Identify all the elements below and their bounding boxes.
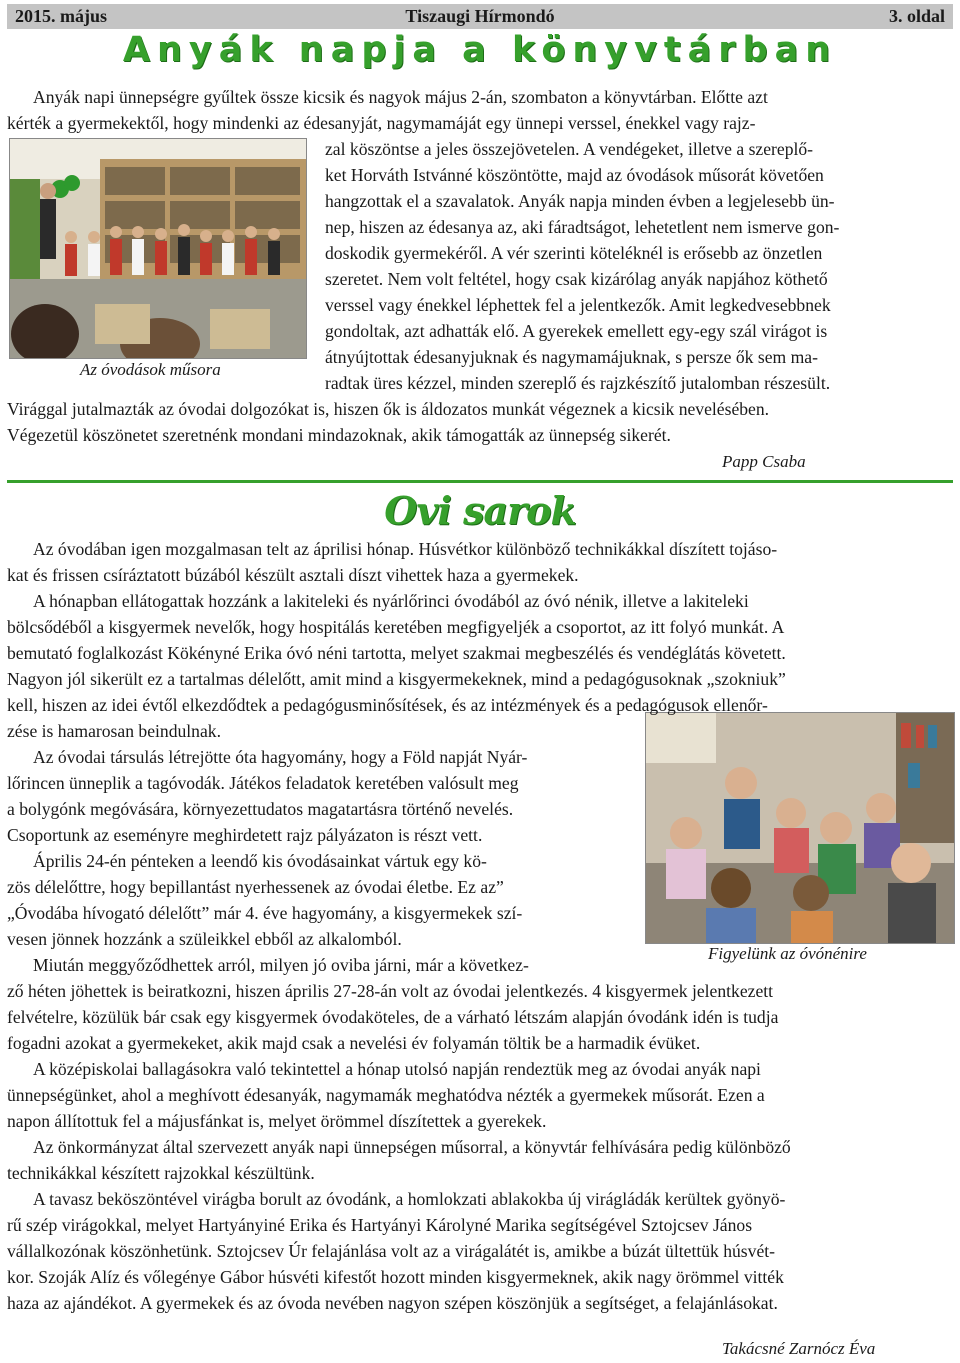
article2-line: kor. Szoják Alíz és vőlegénye Gábor húsvéti kifestőt hozott minden kisgyermeknek, akik nagy örömmel vitték [7,1267,784,1287]
article2-line: vesen jönnek hozzánk a szüleikkel ebből az alkalomból. [7,929,402,949]
article1-line: ket Horváth Istvánné köszöntötte, majd az óvodások műsorát követően [325,165,824,185]
article1-line: verssel vagy énekkel léphettek fel a jelentkezők. Amit legkedvesebbnek [325,295,831,315]
article2-line: A tavasz beköszöntével virágba borult az óvodánk, a homlokzati ablakokba új virágládák kerültek gyönyö- [33,1189,786,1209]
article2-line: bemutató foglalkozást Kökényné Erika óvó néni tartotta, melyet szakmai megbeszélés és vendéglátás követett. [7,643,786,663]
page-number: 3. oldal [888,6,945,26]
article1-line: hangzottak el a szavalatok. Anyák napja minden évben a legjelesebb ün- [325,191,835,211]
article1-line: átnyújtottak édesanyjuknak és nagymamájuknak, s persze ők sem ma- [325,347,818,367]
article2-line: napon állítottuk fel a májusfánkat is, melyet örömmel díszítettek a gyerekek. [7,1111,547,1131]
article2-photo-caption: Figyelünk az óvónénire [708,944,867,963]
article2-line: kat és frissen csíráztatott búzából készült asztali díszt vihettek haza a gyermekek. [7,565,579,585]
issue-date: 2015. május [15,6,108,26]
article2-line: Az óvodai társulás létrejötte óta hagyomány, hogy a Föld napját Nyár- [33,747,528,767]
article2-line: Csoportunk az eseményre meghirdetett rajz pályázaton is részt vett. [7,825,483,845]
article2-line: Az önkormányzat által szervezett anyák napi ünnepségen műsorral, a könyvtár felhívására pedig különböző [33,1137,791,1157]
article2-line: kell, hiszen az idei évtől elkezdődtek a pedagógusminősítések, és az intézmények és a pedagógusok ellenőr- [7,695,768,715]
article2-author: Takácsné Zarnócz Éva [722,1339,876,1358]
article2-line: zése is hamarosan beindulnak. [7,721,221,741]
article1-line: szeretet. Nem volt feltétel, hogy csak kizárólag anyák napjához köthető [325,269,828,289]
article1-title: Anyák napja a könyvtárban [122,30,838,70]
article2-line: technikákkal készített rajzokkal készültünk. [7,1163,315,1183]
article1-line: Anyák napi ünnepségre gyűltek össze kicsik és nagyok május 2-án, szombaton a könyvtárban. Előtte azt [33,87,768,107]
article2-line: lőrincen ünneplik a tagóvodák. Játékos feladatok keretében valósult meg [7,773,519,793]
article2-line: a bolygónk megóvására, környezettudatos magatartásra történő nevelés. [7,799,514,819]
article1-photo [9,138,307,359]
article1-line: gondoltak, azt adhatták elő. A gyerekek emellett egy-egy szál virágot is [325,321,828,341]
section-divider [7,480,953,483]
article2-line: ünnepségünket, ahol a meghívott édesanyák, nagymamák meghatódva nézték a gyermekek műsorát. Ezen a [7,1085,765,1105]
article2-line: haza az ajándékot. A gyermekek és az óvoda nevében nagyon szépen köszönjük a segítséget, a felajánlásokat. [7,1293,778,1313]
article2-line: rű szép virágokkal, melyet Hartyányiné Erika és Hartyányi Károlyné Marika segítségével Sztojcsev János [7,1215,753,1235]
article2-line: Április 24-én pénteken a leendő kis óvodásainkat vártuk egy kö- [33,851,487,871]
article2-line: vállalkozónak köszönhetünk. Sztojcsev Úr felajánlása volt az a virágalátét is, amikbe a búzát ültettük húsvét- [7,1241,775,1261]
article2-line: zös délelőttre, hogy bepillantást nyerhessenek az óvodai életbe. Ez az” [7,877,504,897]
article2-line: felvételre, közülük bár csak egy kisgyermek óvodaköteles, de a várható létszám alapján óvodánk idén is tudja [7,1007,779,1027]
article2-title: Ovi sarok [384,488,576,533]
article2-line: Miután meggyőződhettek arról, milyen jó oviba járni, már a következ- [33,955,529,975]
article2-line: bölcsődéből a kisgyermek nevelők, hogy hospitálás keretében megfigyeljék a csoportot, az itt folyó munkát. A [7,617,785,637]
article1-line: nep, hiszen az édesanya az, aki fáradtságot, lehetetlent nem ismerve gon- [325,217,840,237]
publication-name: Tiszaugi Hírmondó [405,6,555,26]
article2-line: „Óvodába hívogató délelőtt” már 4. éve hagyomány, a kisgyermekek szí- [7,903,523,923]
article2-line: fogadni azokat a gyermekeket, akik majd csak a nevelési év folyamán töltik be a harmadik évüket. [7,1033,701,1053]
article1-line: zal köszöntse a jeles összejövetelen. A vendégeket, illetve a szereplő- [325,139,814,159]
article2-photo [645,712,955,944]
article2-line: A középiskolai ballagásokra való tekintettel a hónap utolsó napján rendeztük meg az óvodai anyák napi [33,1059,761,1079]
article1-line: Végezetül köszönetet szeretnénk mondani mindazoknak, akik támogatták az ünnepség sikerét. [7,425,671,445]
article1-line: doskodik gyermekéről. A vér szerinti köteléknél is erősebb az önzetlen [325,243,823,263]
page-header [7,4,953,29]
article2-line: ző héten jöhettek is beiratkozni, hiszen április 27-28-án volt az óvodai jelentkezés. 4 kisgyermek jelentkezett [7,981,774,1001]
article2-line: A hónapban ellátogattak hozzánk a lakiteleki és nyárlőrinci óvodából az óvó nénik, illetve a lakiteleki [33,591,749,611]
article1-photo-caption: Az óvodások műsora [80,360,221,379]
article1-line: kérték a gyermekektől, hogy mindenki az édesanyját, nagymamáját egy ünnepi verssel, énekkel vagy rajz- [7,113,756,133]
article1-line: Virággal jutalmazták az óvodai dolgozókat is, hiszen ők is áldozatos munkát végeznek a kicsik nevelésében. [7,399,770,419]
article2-line: Nagyon jól sikerült ez a tartalmas délelőtt, amit mind a kisgyermekeknek, mind a pedagógusoknak „szokniuk” [7,669,786,689]
article1-line: radtak üres kézzel, minden szereplő és rajzkészítő jutalomban részesült. [325,373,831,393]
article1-author: Papp Csaba [722,452,806,471]
article2-line: Az óvodában igen mozgalmasan telt az áprilisi hónap. Húsvétkor különböző technikákkal díszített tojáso- [33,539,778,559]
